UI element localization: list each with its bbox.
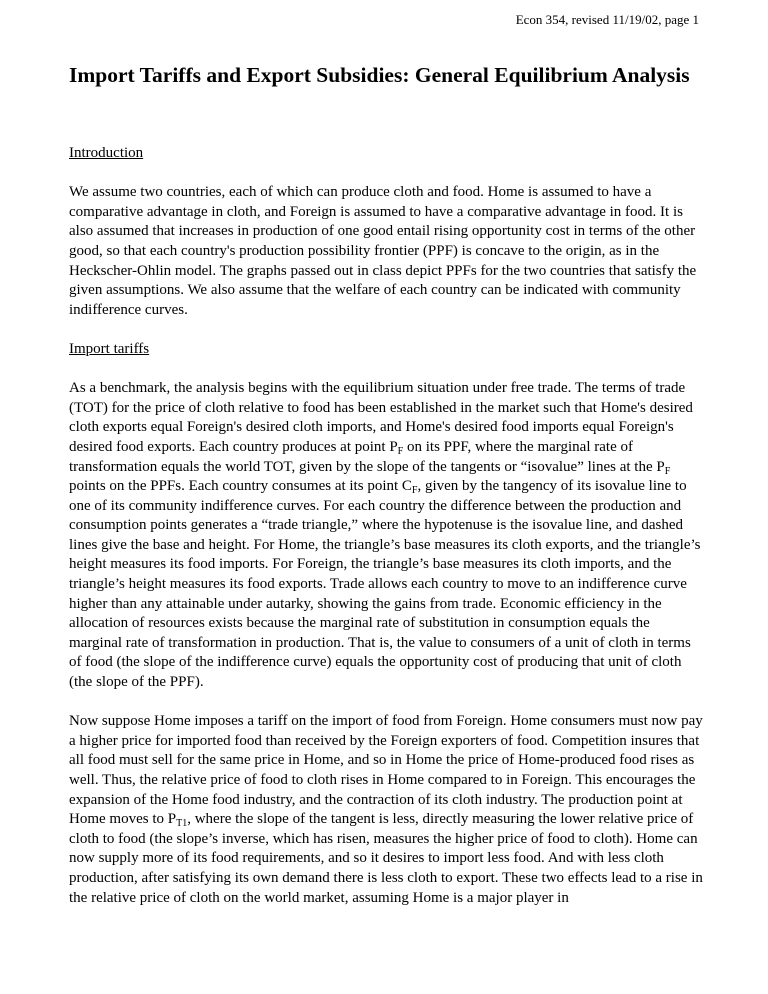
section-heading-introduction: Introduction [69, 145, 144, 161]
paragraph-text: , given by the tangency of its isovalue line to one of its community indifference curves. For each country the difference between the production and consumption points generates a “trade triangle,” where the hypotenuse is the isovalue line, and dashed lines give the base and height. For Home, the triangle’s base measures its cloth exports, and the triangle’s height measures its food imports. For Foreign, the triangle’s base measures its cloth imports, and the triangle’s height measures its food exports. Trade allows each country to move to an indifference curve higher than any attainable under autarky, showing the gains from trade. Economic efficiency in the allocation of resources exists because the marginal rate of substitution in consumption equals the marginal rate of transformation in production. That is, the value to consumers of a unit of cloth in terms of food (the slope of the indifference curve) equals the opportunity cost of producing that unit of cloth (the slope of the PPF). [69, 478, 701, 691]
paragraph-text: , where the slope of the tangent is less, directly measuring the lower relative price of cloth to food (the slope’s inverse, which has risen, measures the higher price of food to cloth). Home can now supply more of its food requirements, and so it desires to import less food. And with less cloth production, after satisfying its own demand there is less cloth to export. These two effects lead to a rise in the relative price of cloth on the world market, assuming Home is a major player in [69, 811, 703, 906]
subscript: F [664, 465, 671, 477]
paragraph-text: As a benchmark, the analysis begins with the equilibrium situation under free trade. The terms of trade (TOT) for the price of cloth relative to food has been established in the market such that Home's desired cloth exports equal Foreign's desired cloth imports, and Home's desired food imports equal Foreign's desired food exports. Each country produces at point P [69, 380, 693, 455]
paragraph-text: on its PPF, where the marginal rate of transformation equals the world TOT, given by the slope of the tangents or “isovalue” lines at the P [69, 438, 665, 475]
subscript: F [411, 485, 418, 497]
document-body [69, 144, 703, 908]
paragraph-text: points on the PPFs. Each country consumes at its point C [69, 478, 412, 495]
subscript: T1 [176, 818, 188, 830]
paragraph-text: Now suppose Home imposes a tariff on the import of food from Foreign. Home consumers must now pay a higher price for imported food than received by the Foreign exporters of food. Competition insures that all food must sell for the same price in Home, and so in Home the price of Home-produced food rises as well. Thus, the relative price of food to cloth rises in Home compared to in Foreign. This encourages the expansion of the Home food industry, and the contraction of its cloth industry. The production point at Home moves to P [69, 713, 703, 828]
section-heading-import-tariffs: Import tariffs [69, 340, 150, 357]
introduction-paragraph: We assume two countries, each of which can produce cloth and food. Home is assumed to have a comparative advantage in cloth, and Foreign is assumed to have a comparative advantage in food. It is also assumed that increases in production of one good entail rising opportunity cost in terms of the other good, so that each country's production possibility frontier (PPF) is concave to the origin, as in the Heckscher-Ohlin model. The graphs passed out in class depict PPFs for the two countries that satisfy the given assumptions. We also assume that the welfare of each country can be indicated with community indifference curves. [69, 184, 697, 318]
import-tariffs-paragraph-2 [69, 712, 703, 908]
import-tariffs-paragraph-1 [69, 379, 703, 693]
subscript: F [397, 445, 404, 457]
running-head: Econ 354, revised 11/19/02, page 1 [515, 12, 699, 27]
document-title: Import Tariffs and Export Subsidies: General Equilibrium Analysis [69, 63, 690, 87]
